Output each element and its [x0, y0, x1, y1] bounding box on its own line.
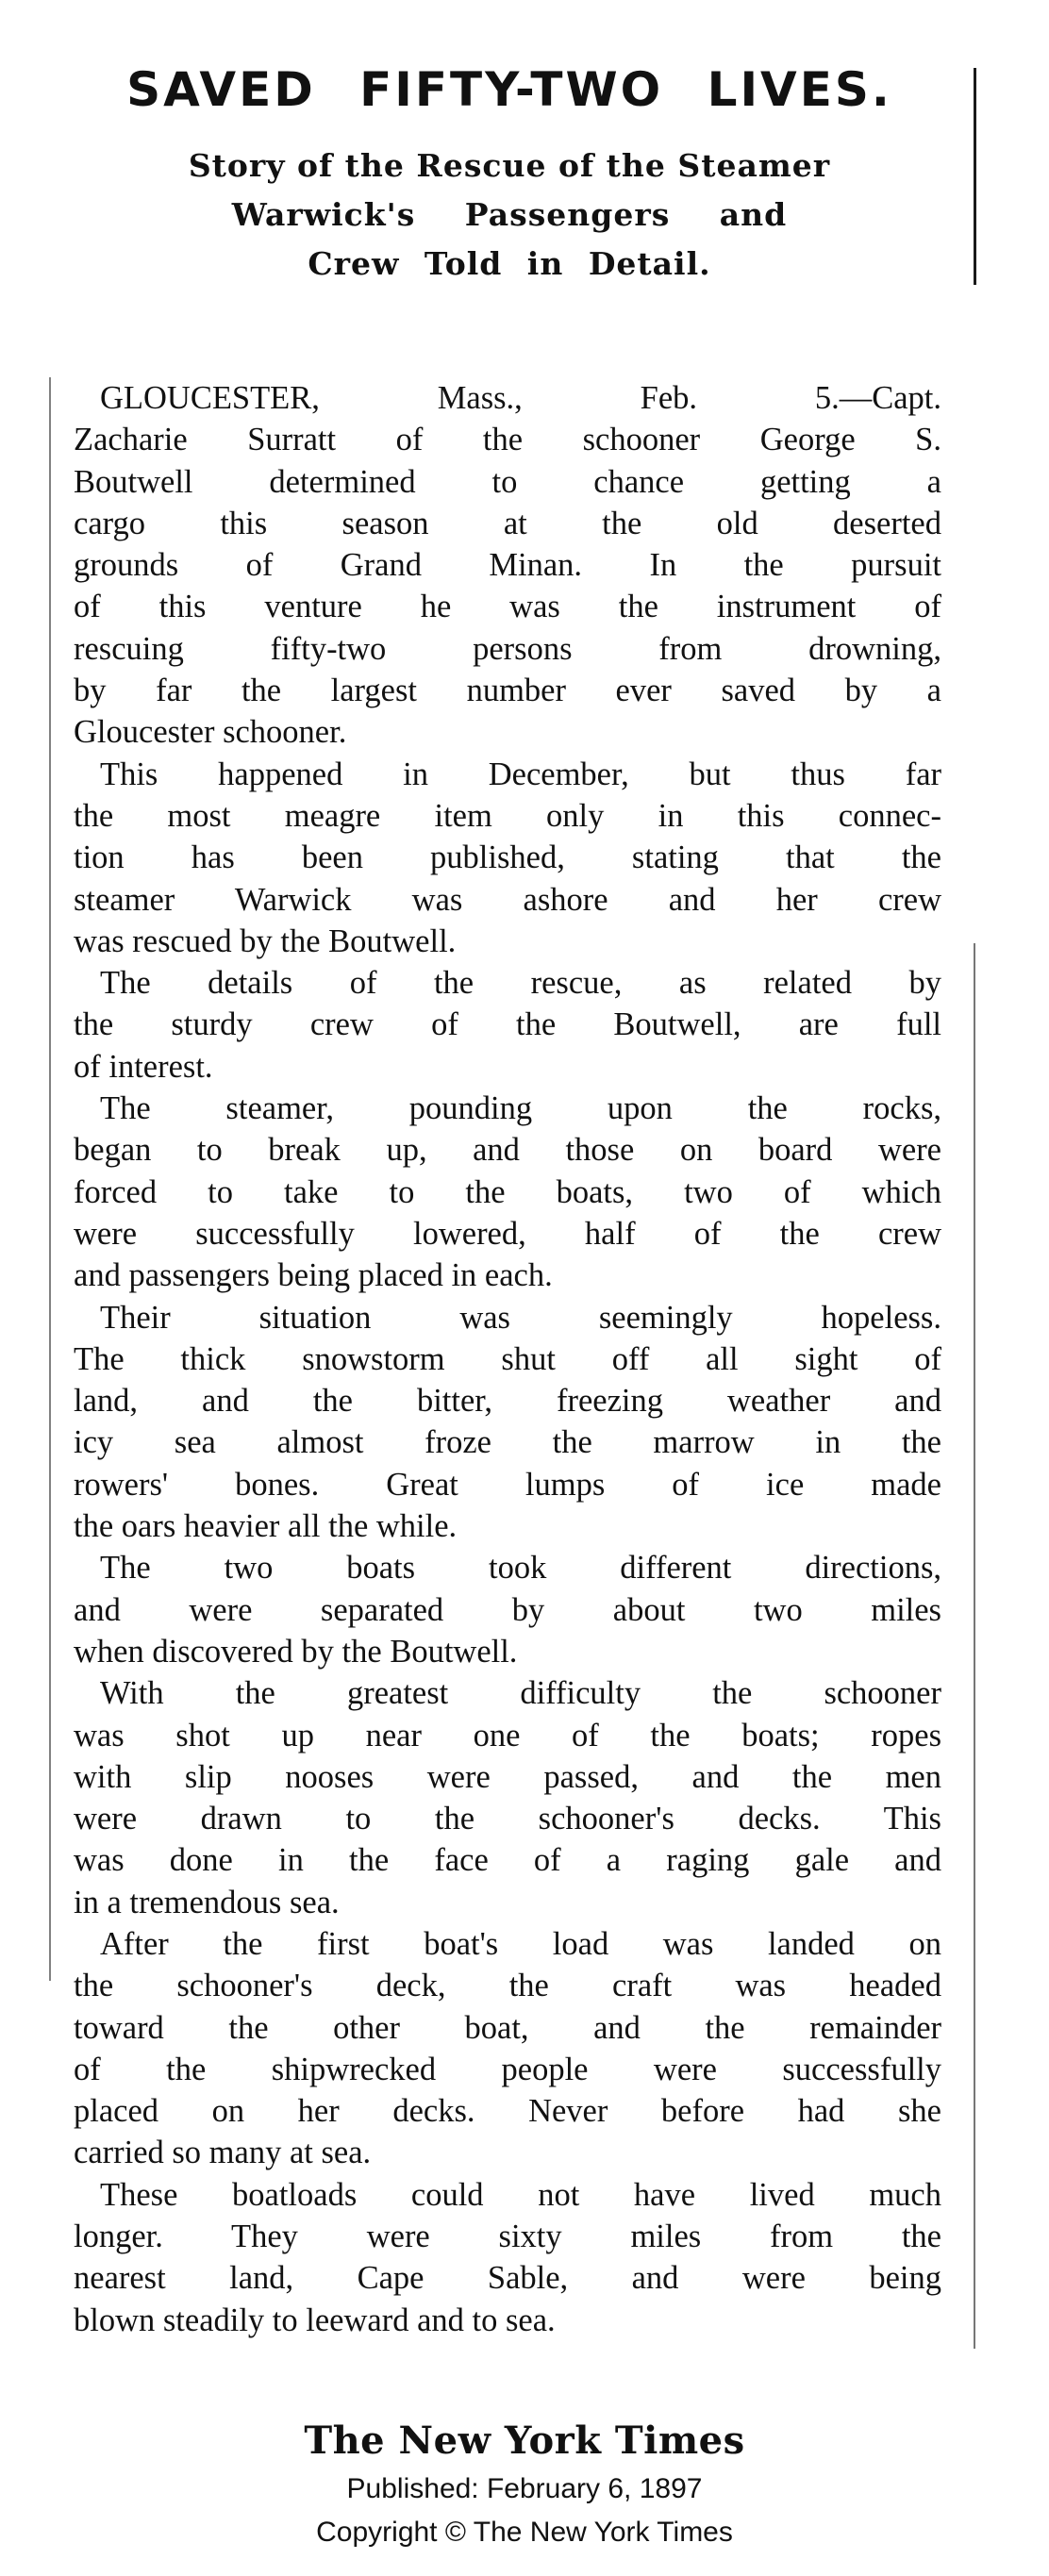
article-paragraph	[74, 1672, 941, 1923]
article-line: The steamer, pounding upon the rocks,	[100, 1090, 941, 1127]
article-paragraph	[74, 377, 941, 754]
article-line: were successfully lowered, half of the crew	[74, 1215, 941, 1252]
article-line: blown steadily to leeward and to sea.	[74, 2302, 556, 2338]
article-line: steamer Warwick was ashore and her crew	[74, 881, 941, 918]
copyright-notice: Copyright © The New York Times	[316, 2517, 733, 2548]
article-line: The two boats took different directions,	[100, 1550, 941, 1587]
article-line: the sturdy crew of the Boutwell, are full	[74, 1006, 941, 1043]
article-line: the schooner's deck, the craft was headed	[74, 1968, 941, 2004]
article-paragraph	[74, 754, 941, 962]
article-line: These boatloads could not have lived much	[100, 2176, 941, 2213]
nyt-logo: The New York Times	[304, 2418, 745, 2463]
article-line: began to break up, and those on board were	[74, 1132, 941, 1169]
article-line: With the greatest difficulty the schooner	[100, 1675, 941, 1712]
article-line: After the first boat's load was landed on	[100, 1925, 941, 1962]
subhead-line: Crew Told in Detail.	[308, 245, 711, 282]
article-right-rule	[974, 943, 975, 2349]
article-line: This happened in December, but thus far	[100, 756, 941, 792]
published-date: Published: February 6, 1897	[346, 2473, 703, 2504]
article-line: Their situation was seemingly hopeless.	[100, 1299, 941, 1336]
article-line: and were separated by about two miles	[74, 1591, 941, 1628]
subhead-line: Warwick's Passengers and	[231, 196, 788, 233]
article-line: the most meagre item only in this connec-	[74, 797, 941, 834]
article-line: in a tremendous sea.	[74, 1884, 340, 1920]
article-line: rescuing fifty-two persons from drowning,	[74, 630, 941, 667]
article-line: The thick snowstorm shut off all sight of	[74, 1340, 941, 1377]
article-line: forced to take to the boats, two of which	[74, 1173, 941, 1210]
article-line: icy sea almost froze the marrow in the	[74, 1424, 941, 1461]
article-line: grounds of Grand Minan. In the pursuit	[74, 547, 941, 584]
header-right-rule	[974, 68, 976, 285]
article-line: placed on her decks. Never before had she	[74, 2093, 941, 2130]
article-paragraph	[74, 1088, 941, 1296]
article-line: by far the largest number ever saved by a	[74, 673, 941, 709]
article-line: Gloucester schooner.	[74, 714, 347, 751]
article-paragraph	[74, 2174, 941, 2341]
article-line: was done in the face of a raging gale and	[74, 1842, 941, 1879]
article-line: rowers' bones. Great lumps of ice made	[74, 1466, 941, 1503]
article-line: of this venture he was the instrument of	[74, 589, 941, 625]
footer	[0, 2415, 1049, 2554]
article-line: cargo this season at the old deserted	[74, 505, 941, 541]
article-line: and passengers being placed in each.	[74, 1257, 553, 1294]
article-line: were drawn to the schooner's decks. This	[74, 1801, 941, 1837]
article-line: carried so many at sea.	[74, 2135, 372, 2171]
subhead-line: Story of the Rescue of the Steamer	[188, 147, 831, 184]
article-line: nearest land, Cape Sable, and were being	[74, 2260, 941, 2297]
article-line: The details of the rescue, as related by	[100, 965, 941, 1002]
article-line: was rescued by the Boutwell.	[74, 922, 457, 959]
subheadline	[57, 141, 962, 289]
article-paragraph	[74, 962, 941, 1088]
article-line: the oars heavier all the while.	[74, 1508, 458, 1545]
article-line: with slip nooses were passed, and the men	[74, 1758, 941, 1795]
article-line: Zacharie Surratt of the schooner George S.	[74, 422, 941, 458]
article-paragraph	[74, 1547, 941, 1672]
article-line: of interest.	[74, 1048, 213, 1085]
article-line: land, and the bitter, freezing weather and	[74, 1383, 941, 1420]
article-line: longer. They were sixty miles from the	[74, 2219, 941, 2255]
article-paragraph	[74, 1923, 941, 2174]
article-line: tion has been published, stating that the	[74, 839, 941, 876]
article-line: was shot up near one of the boats; ropes	[74, 1717, 941, 1753]
article-line: Boutwell determined to chance getting a	[74, 463, 941, 500]
article-left-rule	[49, 377, 51, 1981]
article-line: of the shipwrecked people were successfully	[74, 2051, 941, 2087]
article-line: toward the other boat, and the remainder	[74, 2009, 941, 2046]
article-body	[74, 377, 941, 2341]
headline: SAVED FIFTY-TWO LIVES.	[126, 62, 892, 117]
article-header	[57, 57, 962, 289]
article-paragraph	[74, 1297, 941, 1548]
article-line: when discovered by the Boutwell.	[74, 1633, 518, 1670]
article-line: GLOUCESTER, Mass., Feb. 5.—Capt.	[100, 380, 941, 416]
